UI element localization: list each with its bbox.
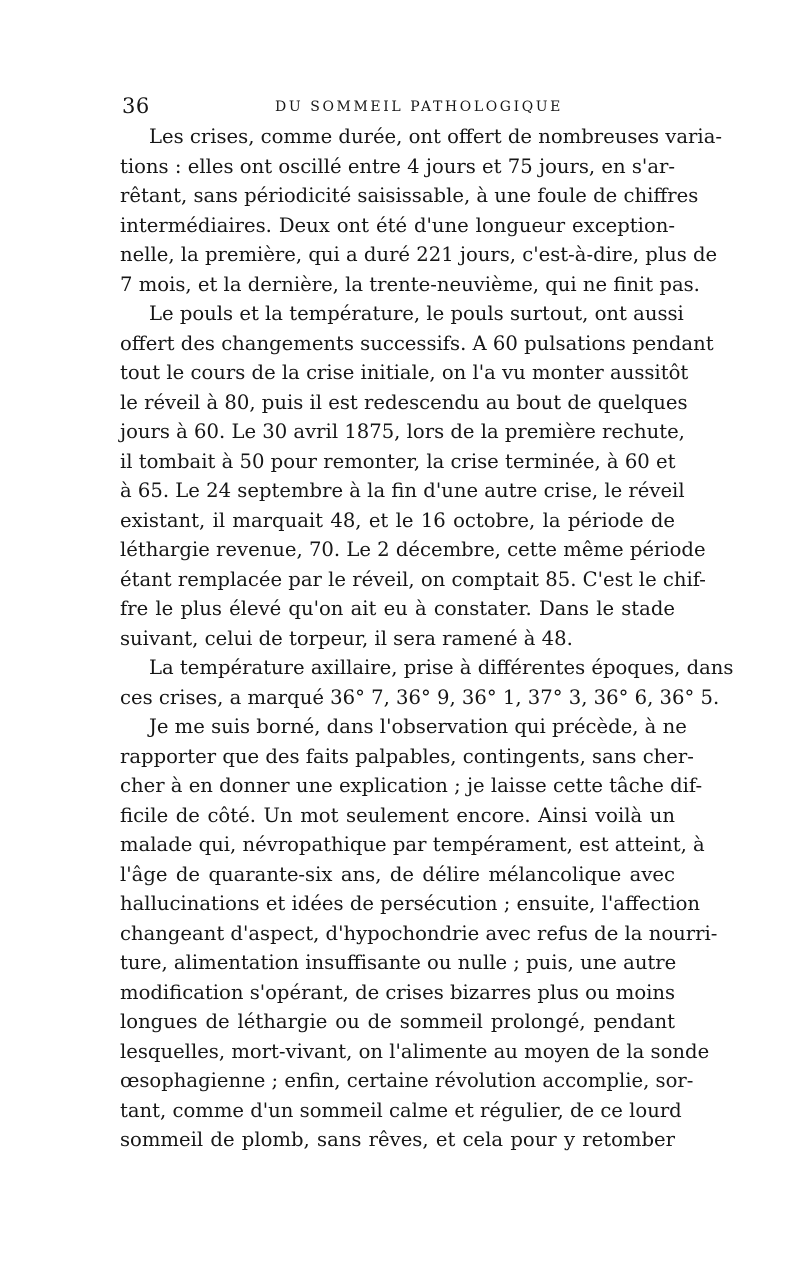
text-line: suivant, celui de torpeur, il sera ramené à 48.: [120, 626, 573, 650]
text-line: étant remplacée par le réveil, on comptait 85. C'est le chif-: [120, 567, 706, 591]
text-line: longues de léthargie ou de sommeil prolongé, pendant: [120, 1010, 675, 1033]
text-line: jours à 60. Le 30 avril 1875, lors de la première rechute,: [120, 420, 685, 443]
text-line: tout le cours de la crise initiale, on l'a vu monter aussitôt: [120, 361, 689, 384]
text-line: Le pouls et la température, le pouls surtout, ont aussi: [149, 302, 684, 325]
text-line: ces crises, a marqué 36° 7, 36° 9, 36° 1, 37° 3, 36° 6, 36° 5.: [120, 685, 720, 709]
running-title: DU SOMMEIL PATHOLOGIQUE: [275, 99, 563, 115]
text-line: existant, il marquait 48, et le 16 octobre, la période de: [120, 508, 675, 532]
text-line: fre le plus élevé qu'on ait eu à constater. Dans le stade: [120, 597, 675, 620]
body-text: [120, 122, 734, 1155]
paragraph: [120, 299, 714, 653]
text-line: intermédiaires. Deux ont été d'une longueur exception-: [120, 213, 675, 237]
text-line: rêtant, sans périodicité saisissable, à une foule de chiffres: [120, 184, 699, 207]
text-line: hallucinations et idées de persécution ; ensuite, l'affection: [120, 892, 701, 915]
paragraph: [120, 122, 722, 299]
paragraph: [120, 653, 734, 712]
text-line: à 65. Le 24 septembre à la fin d'une autre crise, le réveil: [120, 479, 685, 502]
text-line: le réveil à 80, puis il est redescendu au bout de quelques: [120, 390, 688, 414]
text-line: il tombait à 50 pour remonter, la crise terminée, à 60 et: [120, 449, 676, 473]
running-head: [120, 94, 675, 122]
text-line: sommeil de plomb, sans rêves, et cela pour y retomber: [120, 1128, 675, 1151]
text-line: modification s'opérant, de crises bizarres plus ou moins: [120, 980, 676, 1004]
text-line: œsophagienne ; enfin, certaine révolution accomplie, sor-: [120, 1069, 694, 1092]
text-line: changeant d'aspect, d'hypochondrie avec refus de la nourri-: [120, 921, 718, 945]
text-line: La température axillaire, prise à différentes époques, dans: [149, 656, 734, 679]
page-number: 36: [122, 94, 150, 118]
text-line: ture, alimentation insuffisante ou nulle ; puis, une autre: [120, 951, 677, 974]
text-line: rapporter que des faits palpables, contingents, sans cher-: [120, 744, 694, 768]
text-line: lesquelles, mort-vivant, on l'alimente au moyen de la sonde: [120, 1039, 710, 1063]
text-line: l'âge de quarante-six ans, de délire mélancolique avec: [120, 862, 675, 886]
text-line: tions : elles ont oscillé entre 4 jours et 75 jours, en s'ar-: [120, 154, 675, 178]
text-line: nelle, la première, qui a duré 221 jours, c'est-à-dire, plus de: [120, 243, 718, 266]
text-line: cher à en donner une explication ; je laisse cette tâche dif-: [120, 774, 703, 797]
text-line: 7 mois, et la dernière, la trente-neuvième, qui ne finit pas.: [120, 272, 700, 296]
text-line: Les crises, comme durée, ont offert de nombreuses varia-: [149, 125, 722, 148]
text-line: léthargie revenue, 70. Le 2 décembre, cette même période: [120, 538, 706, 561]
text-line: ficile de côté. Un mot seulement encore. Ainsi voilà un: [120, 803, 675, 827]
text-line: malade qui, névropathique par tempérament, est atteint, à: [120, 833, 705, 856]
paragraph: [120, 712, 718, 1155]
text-line: Je me suis borné, dans l'observation qui précède, à ne: [149, 715, 687, 738]
text-line: offert des changements successifs. A 60 pulsations pendant: [120, 331, 714, 355]
text-line: tant, comme d'un sommeil calme et régulier, de ce lourd: [120, 1098, 682, 1122]
